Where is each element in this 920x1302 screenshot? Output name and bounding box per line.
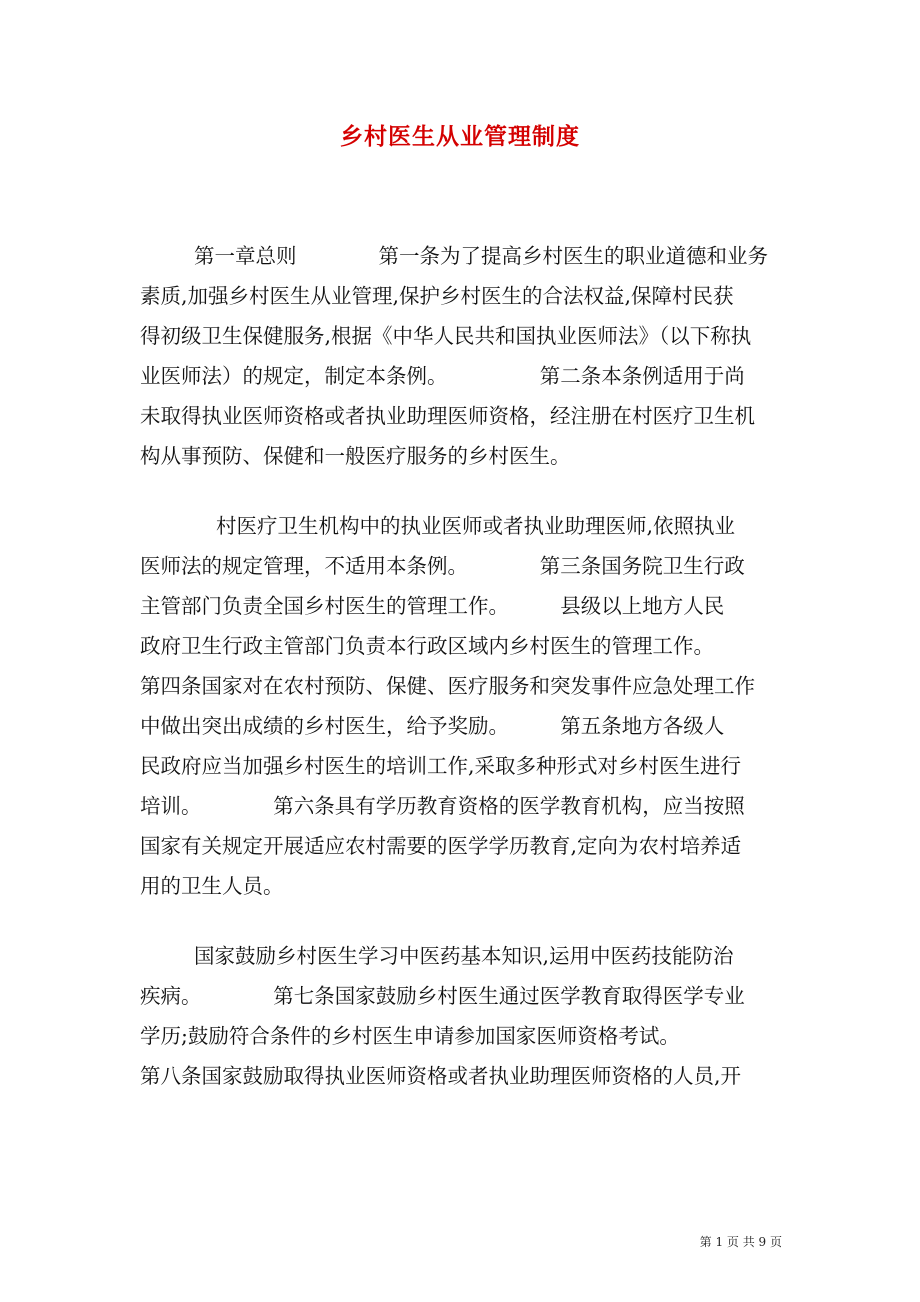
paragraph-line: 国家有关规定开展适应农村需要的医学学历教育,定向为农村培养适 — [140, 834, 742, 858]
paragraph-line: 中做出突出成绩的乡村医生，给予奖励。 第五条地方各级人 — [140, 714, 725, 738]
paragraph-line: 民政府应当加强乡村医生的培训工作,采取多种形式对乡村医生进行 — [140, 754, 742, 778]
paragraph-line: 业医师法）的规定，制定本条例。 第二条本条例适用于尚 — [140, 364, 745, 388]
paragraph-line: 用的卫生人员。 — [140, 874, 284, 898]
paragraph-line: 主管部门负责全国乡村医生的管理工作。 县级以上地方人民 — [140, 594, 725, 618]
paragraph-line: 素质,加强乡村医生从业管理,保护乡村医生的合法权益,保障村民获 — [140, 284, 734, 308]
paragraph-line: 第四条国家对在农村预防、保健、医疗服务和突发事件应急处理工作 — [140, 674, 755, 698]
paragraph-line: 第八条国家鼓励取得执业医师资格或者执业助理医师资格的人员,开 — [140, 1064, 742, 1088]
paragraph-line: 未取得执业医师资格或者执业助理医师资格，经注册在村医疗卫生机 — [140, 404, 755, 428]
paragraph-line: 村医疗卫生机构中的执业医师或者执业助理医师,依照执业 — [216, 514, 736, 538]
paragraph-line: 得初级卫生保健服务,根据《中华人民共和国执业医师法》（以下称执 — [140, 324, 752, 348]
document-body — [140, 236, 782, 1096]
paragraph-line: 疾病。 第七条国家鼓励乡村医生通过医学教育取得医学专业 — [140, 984, 745, 1008]
paragraph-line: 国家鼓励乡村医生学习中医药基本知识,运用中医药技能防治 — [194, 944, 734, 968]
paragraph-line: 第一章总则 第一条为了提高乡村医生的职业道德和业务 — [194, 244, 768, 268]
paragraph-line: 学历;鼓励符合条件的乡村医生申请参加国家医师资格考试。 — [140, 1024, 680, 1048]
paragraph-line: 政府卫生行政主管部门负责本行政区域内乡村医生的管理工作。 — [140, 634, 714, 658]
paragraph-line: 培训。 第六条具有学历教育资格的医学教育机构，应当按照 — [140, 794, 745, 818]
page-number: 第 1 页 共 9 页 — [699, 1235, 782, 1249]
paragraph-line: 医师法的规定管理，不适用本条例。 第三条国务院卫生行政 — [140, 554, 745, 578]
document-title: 乡村医生从业管理制度 — [340, 123, 580, 150]
paragraph-line: 构从事预防、保健和一般医疗服务的乡村医生。 — [140, 444, 571, 468]
